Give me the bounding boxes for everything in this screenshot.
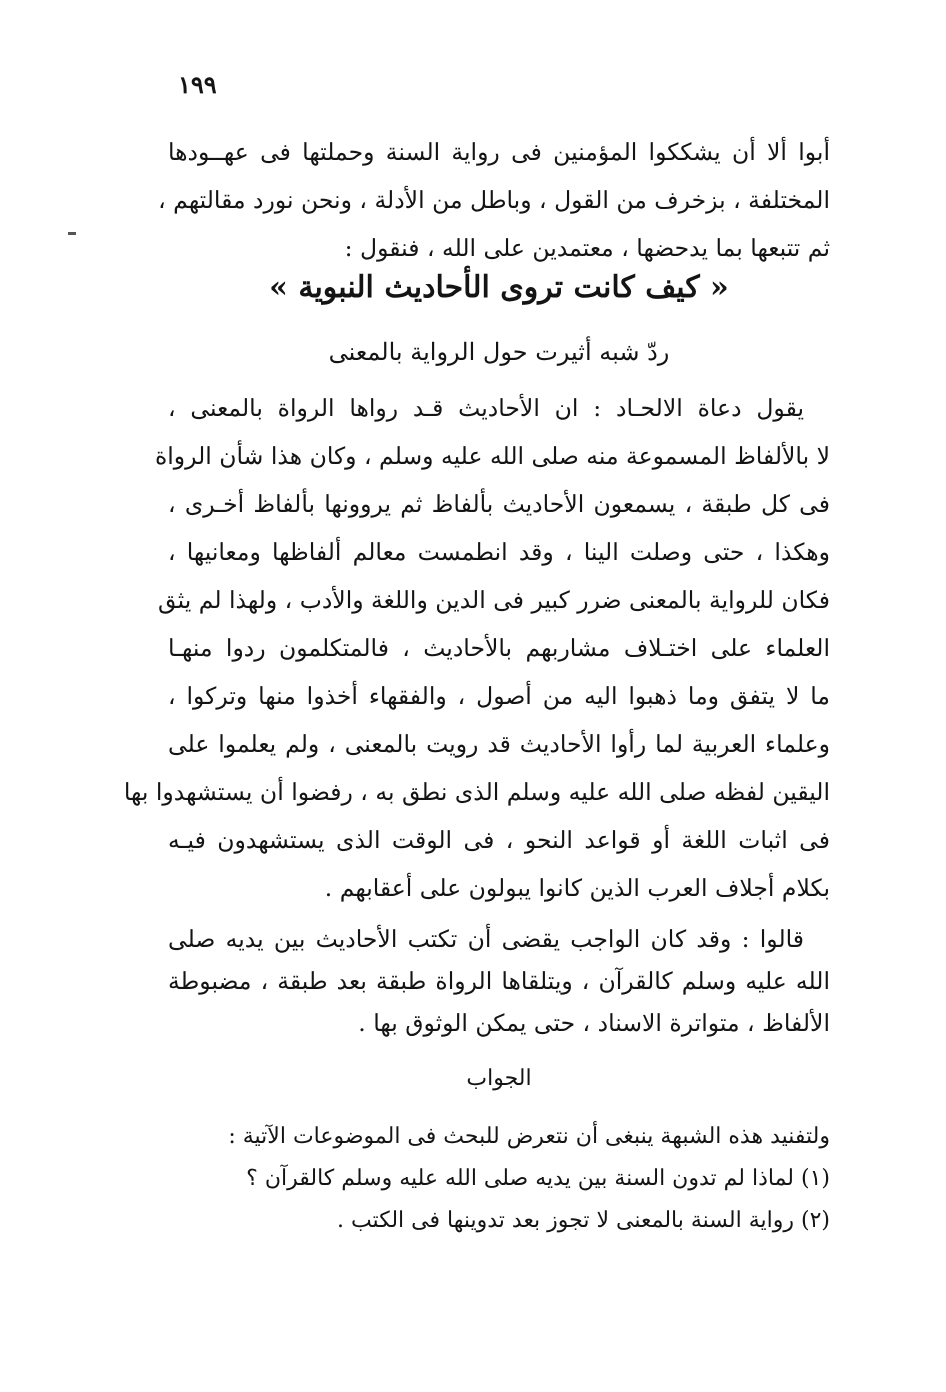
page-number: ١٩٩ (178, 70, 217, 99)
text-line: فى اثبات اللغة أو قواعد النحو ، فى الوقت الذى يستشهدون فيـه (168, 826, 830, 854)
text-line: وهكذا ، حتى وصلت الينا ، وقد انطمست معالم ألفاظها ومعانيها ، (168, 538, 830, 566)
list-intro: ولتفنيد هذه الشبهة ينبغى أن نتعرض للبحث فى الموضوعات الآتية : (228, 1124, 830, 1149)
text-line: الألفاظ ، متواترة الاسناد ، حتى يمكن الوثوق بها . (358, 1009, 830, 1037)
margin-mark (68, 232, 76, 235)
text-line: ثم تتبعها بما يدحضها ، معتمدين على الله ، فنقول : (344, 234, 830, 262)
text-line: العلماء على اختـلاف مشاربهم بالأحاديث ، فالمتكلمون ردوا منهـا (168, 634, 830, 662)
text-line: يقول دعاة الالحـاد : ان الأحاديث قـد رواها الرواة بالمعنى ، (168, 394, 804, 422)
text-line: قالوا : وقد كان الواجب يقضى أن تكتب الأحاديث بين يديه صلى (168, 925, 804, 953)
intro-paragraph (158, 128, 830, 272)
objection-paragraph (123, 384, 830, 912)
claim-paragraph (168, 918, 830, 1044)
topics-list (168, 1116, 830, 1242)
text-line: ما لا يتفق وما ذهبوا اليه من أصول ، والفقهاء أخذوا منها وتركوا ، (168, 682, 830, 710)
section-subtitle: ردّ شبه أثيرت حول الرواية بالمعنى (328, 338, 670, 366)
text-line: الله عليه وسلم كالقرآن ، ويتلقاها الرواة طبقة بعد طبقة ، مضبوطة (168, 967, 830, 995)
text-line: فكان للرواية بالمعنى ضرر كبير فى الدين واللغة والأدب ، ولهذا لم يثق (158, 586, 830, 614)
text-line: فى كل طبقة ، يسمعون الأحاديث بألفاظ ثم يروونها بألفاظ أخـرى ، (168, 490, 830, 518)
text-line: اليقين لفظه صلى الله عليه وسلم الذى نطق به ، رفضوا أن يستشهدوا بها (123, 778, 830, 806)
list-item: (٢) رواية السنة بالمعنى لا تجوز بعد تدوينها فى الكتب . (336, 1208, 830, 1233)
text-line: لا بالألفاظ المسموعة منه صلى الله عليه وسلم ، وكان هذا شأن الرواة (154, 442, 830, 470)
answer-heading: الجواب (466, 1066, 532, 1091)
text-line: بكلام أجلاف العرب الذين كانوا يبولون على أعقابهم . (324, 874, 830, 902)
text-line: المختلفة ، بزخرف من القول ، وباطل من الأدلة ، ونحن نورد مقالتهم ، (158, 186, 830, 214)
list-item: (١) لماذا لم تدون السنة بين يديه صلى الله عليه وسلم كالقرآن ؟ (246, 1166, 830, 1191)
section-title: « كيف كانت تروى الأحاديث النبوية » (269, 270, 729, 305)
text-line: أبوا ألا أن يشككوا المؤمنين فى رواية السنة وحملتها فى عهــودها (168, 138, 830, 166)
text-line: وعلماء العربية لما رأوا الأحاديث قد رويت بالمعنى ، ولم يعلموا على (168, 730, 830, 758)
